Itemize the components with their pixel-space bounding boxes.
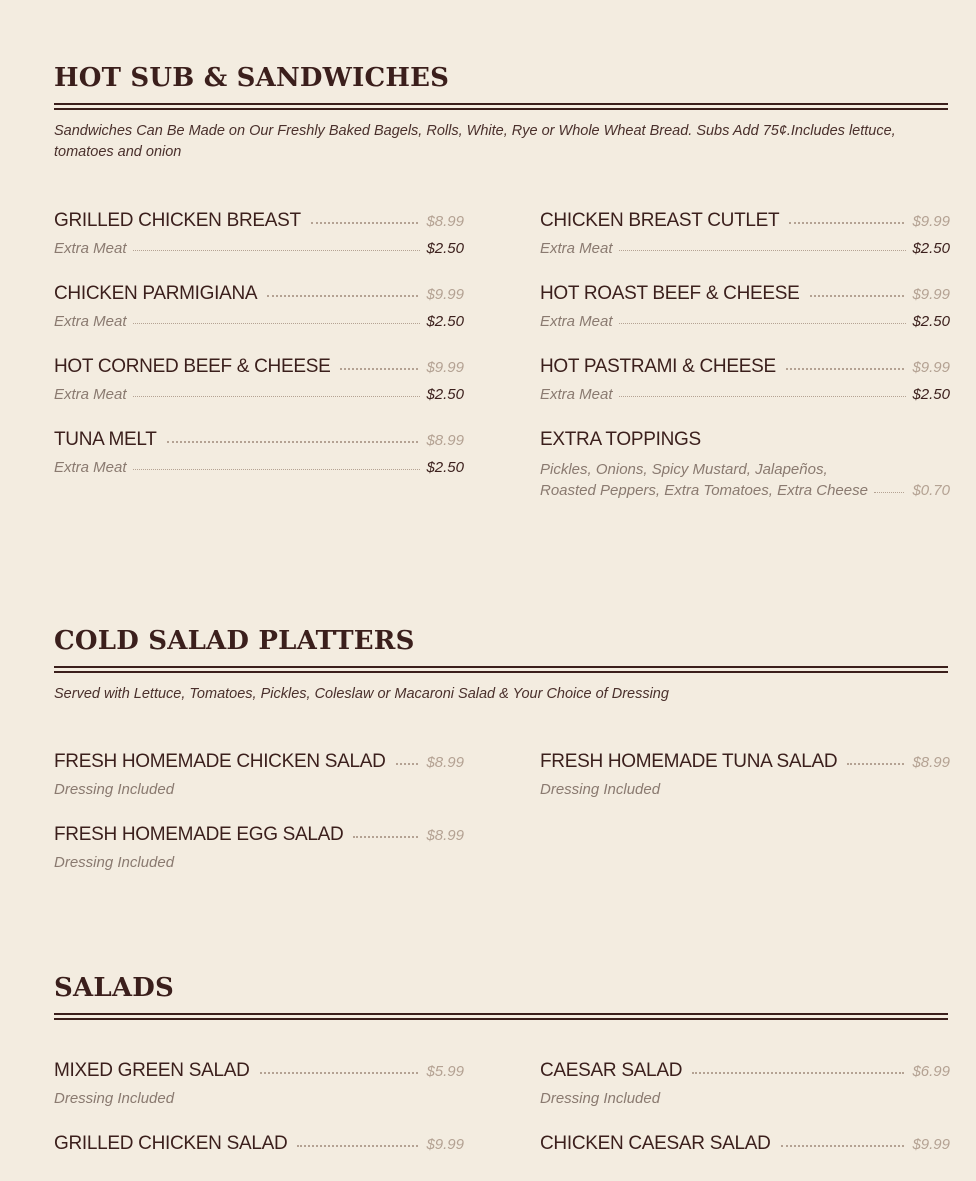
section-divider: [54, 103, 948, 109]
section-description: Sandwiches Can Be Made on Our Freshly Baked Bagels, Rolls, White, Rye or Whole Wheat Bread. Subs Add 75¢.Includes lettuce, tomatoes and onion: [54, 123, 896, 160]
item-name: CAESAR SALAD: [540, 1060, 683, 1081]
toppings-line: Pickles, Onions, Spicy Mustard, Jalapeños,: [540, 461, 828, 478]
item-note: Dressing Included: [54, 1090, 175, 1107]
section-title: HOT SUB & SANDWICHES: [54, 63, 450, 93]
item-price: $9.99: [426, 1136, 464, 1153]
addon-price: $2.50: [912, 313, 950, 330]
item-price: $0.70: [912, 482, 950, 499]
leader-dots: [874, 492, 905, 493]
section-title: COLD SALAD PLATTERS: [54, 626, 415, 656]
item-name: MIXED GREEN SALAD: [54, 1060, 250, 1081]
menu-grid: [54, 1060, 948, 1181]
leader-dots: [789, 222, 904, 224]
addon-price: $2.50: [426, 459, 464, 476]
item-price: $9.99: [426, 286, 464, 303]
leader-dots: [619, 396, 907, 397]
leader-dots: [267, 295, 418, 297]
leader-dots: [260, 1072, 419, 1074]
item-price: $9.99: [912, 1136, 950, 1153]
menu-item: [540, 1133, 950, 1155]
item-price: $6.99: [912, 1063, 950, 1080]
menu-item: [540, 356, 950, 403]
addon-price: $2.50: [426, 313, 464, 330]
addon-label: Extra Meat: [54, 386, 127, 403]
addon-label: Extra Meat: [540, 386, 613, 403]
leader-dots: [133, 469, 421, 470]
item-name: EXTRA TOPPINGS: [540, 429, 701, 450]
menu-item: [54, 356, 464, 403]
menu-item: [540, 210, 950, 257]
addon-label: Extra Meat: [54, 240, 127, 257]
menu-column-left: [54, 751, 464, 897]
menu-item-extra-toppings: [540, 429, 950, 501]
leader-dots: [786, 368, 905, 370]
section-title: SALADS: [54, 973, 174, 1003]
leader-dots: [297, 1145, 418, 1147]
menu-item: [54, 751, 464, 798]
item-name: CHICKEN CAESAR SALAD: [540, 1133, 771, 1154]
menu-item: [54, 824, 464, 871]
item-price: $5.99: [426, 1063, 464, 1080]
item-note: Dressing Included: [540, 1090, 661, 1107]
item-name: FRESH HOMEMADE CHICKEN SALAD: [54, 751, 386, 772]
menu-column-right: [540, 210, 950, 527]
toppings-list: [540, 459, 950, 501]
leader-dots: [133, 396, 421, 397]
item-price: $9.99: [912, 286, 950, 303]
item-name: FRESH HOMEMADE EGG SALAD: [54, 824, 344, 845]
addon-price: $2.50: [912, 240, 950, 257]
item-price: $8.99: [426, 213, 464, 230]
menu-column-left: [54, 1060, 464, 1181]
item-name: TUNA MELT: [54, 429, 157, 450]
addon-price: $2.50: [426, 386, 464, 403]
item-name: FRESH HOMEMADE TUNA SALAD: [540, 751, 838, 772]
leader-dots: [167, 441, 419, 443]
leader-dots: [692, 1072, 904, 1074]
leader-dots: [810, 295, 905, 297]
leader-dots: [133, 250, 421, 251]
item-note: Dressing Included: [54, 854, 175, 871]
item-name: CHICKEN BREAST CUTLET: [540, 210, 780, 231]
menu-item: [54, 1133, 464, 1155]
menu-item: [540, 751, 950, 798]
item-price: $9.99: [912, 359, 950, 376]
item-note: Dressing Included: [54, 781, 175, 798]
section-divider: [54, 1013, 948, 1019]
menu-column-left: [54, 210, 464, 527]
item-price: $9.99: [426, 359, 464, 376]
leader-dots: [396, 763, 419, 765]
item-name: CHICKEN PARMIGIANA: [54, 283, 258, 304]
item-price: $8.99: [426, 754, 464, 771]
menu-grid: [54, 751, 948, 897]
section-cold-salad-platters: [54, 626, 948, 897]
item-name: HOT PASTRAMI & CHEESE: [540, 356, 776, 377]
section-description: Served with Lettuce, Tomatoes, Pickles, Coleslaw or Macaroni Salad & Your Choice of Dressing: [54, 686, 669, 702]
leader-dots: [619, 323, 907, 324]
section-divider: [54, 666, 948, 672]
menu-item: [540, 1060, 950, 1107]
menu-column-right: [540, 751, 950, 897]
leader-dots: [781, 1145, 905, 1147]
section-salads: [54, 973, 948, 1181]
item-price: $8.99: [426, 432, 464, 449]
menu-item: [54, 283, 464, 330]
item-price: $9.99: [912, 213, 950, 230]
addon-label: Extra Meat: [540, 240, 613, 257]
leader-dots: [311, 222, 419, 224]
toppings-line: Roasted Peppers, Extra Tomatoes, Extra Cheese: [540, 482, 868, 499]
item-price: $8.99: [426, 827, 464, 844]
menu-item: [54, 429, 464, 476]
section-hot-subs: [54, 63, 948, 527]
menu-grid: [54, 210, 948, 527]
menu-item: [54, 210, 464, 257]
item-price: $8.99: [912, 754, 950, 771]
item-name: GRILLED CHICKEN SALAD: [54, 1133, 288, 1154]
leader-dots: [619, 250, 907, 251]
leader-dots: [847, 763, 904, 765]
menu-column-right: [540, 1060, 950, 1181]
item-name: HOT CORNED BEEF & CHEESE: [54, 356, 331, 377]
leader-dots: [133, 323, 421, 324]
addon-label: Extra Meat: [54, 313, 127, 330]
addon-label: Extra Meat: [540, 313, 613, 330]
menu-item: [54, 1060, 464, 1107]
menu-item: [540, 283, 950, 330]
leader-dots: [340, 368, 418, 370]
addon-price: $2.50: [426, 240, 464, 257]
item-name: GRILLED CHICKEN BREAST: [54, 210, 301, 231]
item-name: HOT ROAST BEEF & CHEESE: [540, 283, 800, 304]
addon-label: Extra Meat: [54, 459, 127, 476]
item-note: Dressing Included: [540, 781, 661, 798]
leader-dots: [353, 836, 418, 838]
addon-price: $2.50: [912, 386, 950, 403]
